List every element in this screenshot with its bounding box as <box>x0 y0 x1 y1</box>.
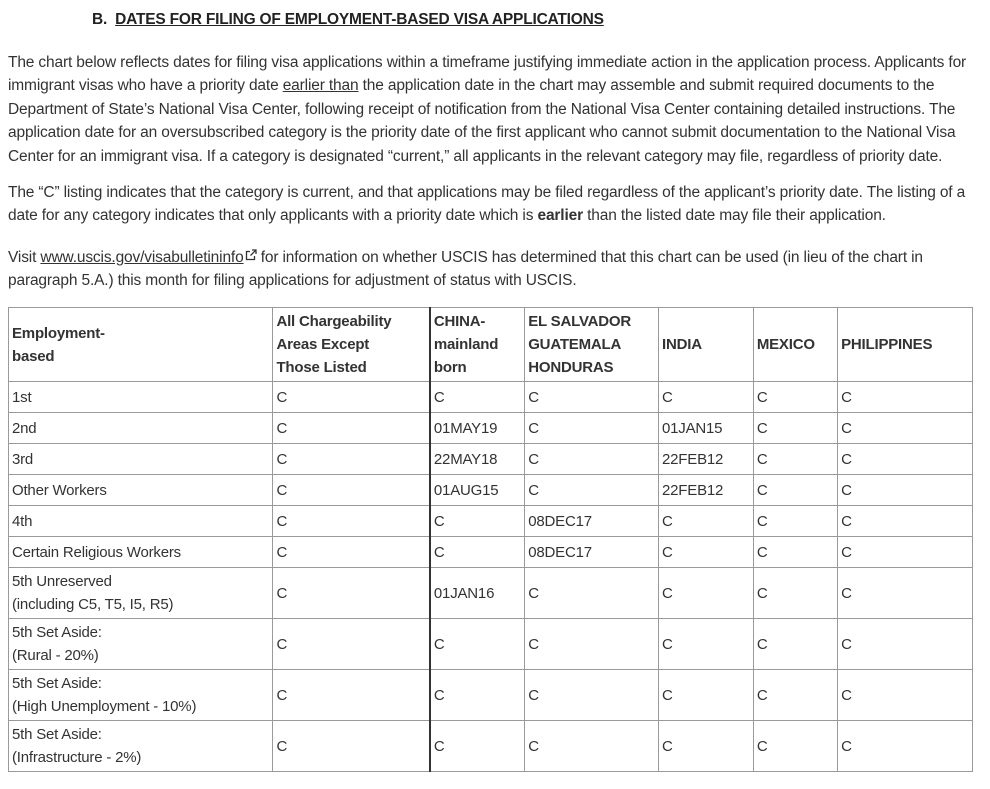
external-link-icon[interactable] <box>245 245 257 257</box>
current-listing-paragraph <box>8 181 976 228</box>
date-cell: C <box>273 475 430 506</box>
date-cell: 22MAY18 <box>430 444 525 475</box>
column-header-line: Those Listed <box>276 359 367 376</box>
intro-underlined-text: earlier than <box>282 77 359 95</box>
category-cell <box>9 670 273 721</box>
date-cell: C <box>525 475 659 506</box>
date-cell: C <box>430 506 525 537</box>
date-cell: C <box>838 444 973 475</box>
date-cell: C <box>273 537 430 568</box>
date-cell: C <box>273 568 430 619</box>
date-cell: C <box>525 413 659 444</box>
date-cell: C <box>659 537 754 568</box>
date-cell: C <box>273 506 430 537</box>
uscis-suffix: for information on whether USCIS has determined that this chart can be used (in lieu of the chart in paragraph 5.A.) this month for filing applications for adjustment of status with USCIS. <box>8 249 923 290</box>
category-line: 4th <box>12 512 33 530</box>
date-cell: C <box>659 382 754 413</box>
column-header-line: Employment- <box>12 324 105 342</box>
date-cell: C <box>753 506 837 537</box>
date-cell: C <box>525 721 659 772</box>
column-header <box>525 308 659 382</box>
date-cell: C <box>753 444 837 475</box>
date-cell: C <box>753 475 837 506</box>
category-line: 3rd <box>12 450 34 468</box>
table-row <box>9 382 973 413</box>
date-cell: C <box>273 670 430 721</box>
section-number: B. <box>92 11 108 28</box>
date-cell: C <box>659 721 754 772</box>
date-cell: C <box>838 670 973 721</box>
date-cell: 01JAN15 <box>659 413 754 444</box>
column-header-line: born <box>433 359 467 376</box>
column-header-line: HONDURAS <box>528 359 614 376</box>
column-header <box>9 308 273 382</box>
category-line: 5th Set Aside: <box>12 726 102 743</box>
section-heading <box>92 11 604 29</box>
category-cell <box>9 444 273 475</box>
category-cell <box>9 568 273 619</box>
intro-text-2: the application date in the chart may assemble and submit required documents to the Department of State’s National Visa Center, following receipt of notification from the National Visa Center containing detailed instructions. The application date for an oversubscribed category is the priority date of the first applicant who cannot submit documentation to the National Visa Center for an immigrant visa. If a category is designated “current,” all applicants in the relevant category may file, regardless of priority date. <box>8 77 956 165</box>
date-cell: C <box>838 537 973 568</box>
table-body <box>9 382 973 772</box>
table-row <box>9 413 973 444</box>
filing-dates-table <box>8 307 973 772</box>
date-cell: 01AUG15 <box>430 475 525 506</box>
table-row <box>9 444 973 475</box>
date-cell: C <box>659 568 754 619</box>
column-header <box>838 308 973 382</box>
date-cell: C <box>659 619 754 670</box>
column-header <box>659 308 754 382</box>
column-header-line: CHINA- <box>433 313 486 330</box>
table-row <box>9 670 973 721</box>
column-header-line: INDIA <box>662 336 702 353</box>
current-bold-text: earlier <box>537 207 583 225</box>
date-cell: C <box>753 670 837 721</box>
date-cell: C <box>525 568 659 619</box>
date-cell: 22FEB12 <box>659 444 754 475</box>
column-header <box>753 308 837 382</box>
category-cell <box>9 382 273 413</box>
table-row <box>9 506 973 537</box>
date-cell: 08DEC17 <box>525 506 659 537</box>
category-cell <box>9 619 273 670</box>
uscis-paragraph <box>8 245 976 293</box>
date-cell: C <box>273 413 430 444</box>
date-cell: C <box>525 670 659 721</box>
date-cell: C <box>430 537 525 568</box>
date-cell: C <box>659 506 754 537</box>
date-cell: C <box>753 568 837 619</box>
date-cell: C <box>838 619 973 670</box>
table-row <box>9 619 973 670</box>
date-cell: C <box>838 568 973 619</box>
date-cell: C <box>273 721 430 772</box>
date-cell: C <box>838 506 973 537</box>
table-header-row <box>9 308 973 382</box>
date-cell: 22FEB12 <box>659 475 754 506</box>
date-cell: C <box>525 382 659 413</box>
column-header-line: MEXICO <box>756 336 815 353</box>
category-line: (Infrastructure - 2%) <box>12 749 142 766</box>
date-cell: C <box>838 475 973 506</box>
uscis-prefix: Visit <box>8 249 41 266</box>
column-header <box>273 308 430 382</box>
category-line: (High Unemployment - 10%) <box>12 698 197 715</box>
date-cell: C <box>430 670 525 721</box>
category-line: (Rural - 20%) <box>12 647 99 664</box>
category-line: Other Workers <box>12 481 107 499</box>
table-row <box>9 537 973 568</box>
table-row <box>9 721 973 772</box>
date-cell: C <box>430 721 525 772</box>
category-line: Certain Religious Workers <box>12 543 181 561</box>
date-cell: C <box>430 619 525 670</box>
date-cell: C <box>838 721 973 772</box>
current-text-2: than the listed date may file their application. <box>582 207 886 225</box>
category-line: 5th Set Aside: <box>12 624 102 641</box>
date-cell: 08DEC17 <box>525 537 659 568</box>
category-line: 5th Unreserved <box>12 573 112 590</box>
date-cell: 01JAN16 <box>430 568 525 619</box>
date-cell: C <box>273 444 430 475</box>
date-cell: C <box>753 413 837 444</box>
category-cell <box>9 537 273 568</box>
column-header-line: Areas Except <box>276 336 370 353</box>
date-cell: C <box>659 670 754 721</box>
category-line: 1st <box>12 388 32 406</box>
category-line: 5th Set Aside: <box>12 675 102 692</box>
column-header-line: All Chargeability <box>276 313 392 330</box>
section-title: DATES FOR FILING OF EMPLOYMENT-BASED VISA APPLICATIONS <box>115 11 604 28</box>
category-cell <box>9 475 273 506</box>
category-line: 2nd <box>12 419 37 437</box>
intro-paragraph <box>8 51 976 168</box>
category-line: (including C5, T5, I5, R5) <box>12 596 174 613</box>
category-cell <box>9 506 273 537</box>
date-cell: C <box>753 537 837 568</box>
date-cell: C <box>273 619 430 670</box>
date-cell: C <box>753 721 837 772</box>
column-header-line: based <box>12 347 55 365</box>
date-cell: C <box>753 619 837 670</box>
table-row <box>9 568 973 619</box>
column-header-line: EL SALVADOR <box>528 313 632 330</box>
date-cell: C <box>753 382 837 413</box>
uscis-link[interactable]: www.uscis.gov/visabulletininfo <box>40 249 244 266</box>
date-cell: C <box>273 382 430 413</box>
column-header-line: GUATEMALA <box>528 336 622 353</box>
date-cell: C <box>838 382 973 413</box>
category-cell <box>9 413 273 444</box>
table-row <box>9 475 973 506</box>
intro-text-1: The chart below reflects dates for filing visa applications within a timeframe justifying immediate action in the application process. Applicants for immigrant visas who have a priority date <box>8 54 967 95</box>
current-text-1: The “C” listing indicates that the category is current, and that applications may be filed regardless of the applicant’s priority date. The listing of a date for any category indicates that only applicants with a priority date which is <box>8 184 966 225</box>
date-cell: C <box>525 619 659 670</box>
date-cell: C <box>525 444 659 475</box>
column-header <box>430 308 525 382</box>
date-cell: C <box>838 413 973 444</box>
column-header-line: mainland <box>433 336 499 353</box>
date-cell: 01MAY19 <box>430 413 525 444</box>
category-cell <box>9 721 273 772</box>
date-cell: C <box>430 382 525 413</box>
column-header-line: PHILIPPINES <box>841 336 933 353</box>
